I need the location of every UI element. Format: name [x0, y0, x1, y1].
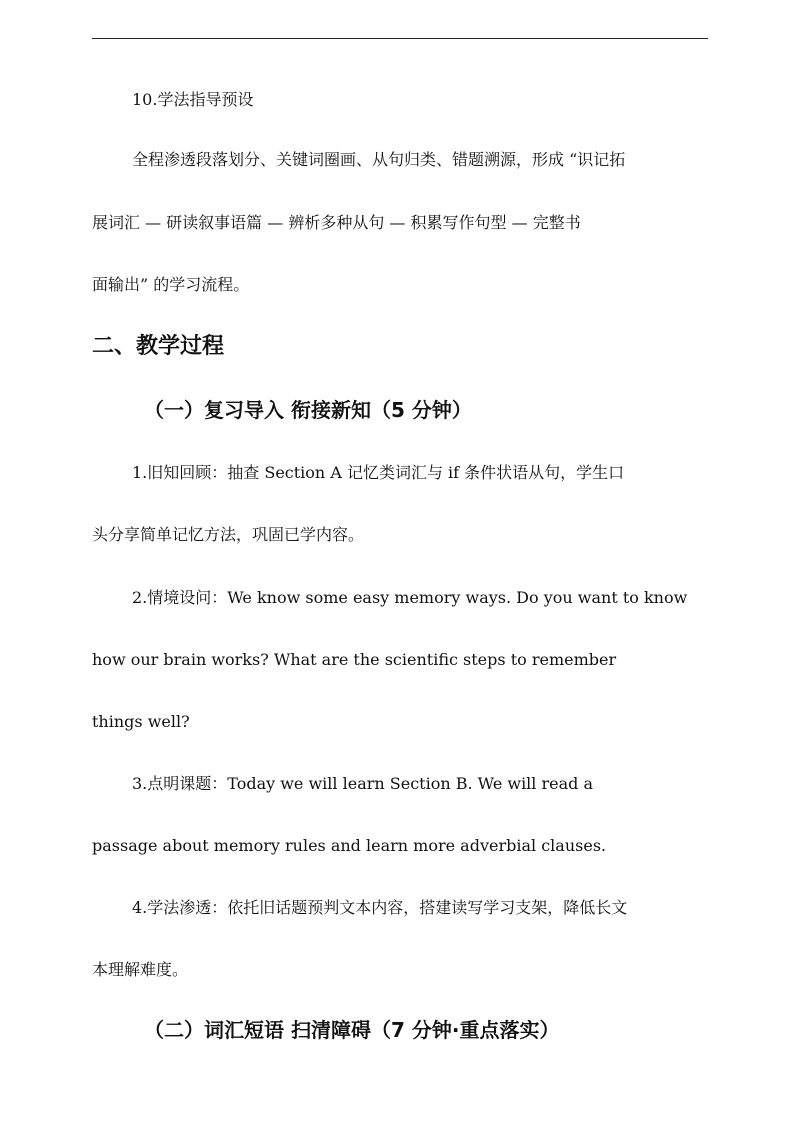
part1-heading: （一）复习导入 衔接新知（5 分钟）	[144, 398, 472, 422]
item10-title: 10.学法指导预设	[132, 90, 254, 109]
p2-line2: how our brain works? What are the scientific steps to remember	[92, 650, 617, 669]
item10-body-line3: 面输出” 的学习流程。	[92, 275, 250, 294]
p2-line3: things well?	[92, 712, 190, 731]
p3-line2: passage about memory rules and learn more adverbial clauses.	[92, 836, 607, 855]
p4-line2: 本理解难度。	[92, 960, 189, 979]
item10-body-line2: 展词汇 — 研读叙事语篇 — 辨析多种从句 — 积累写作句型 — 完整书	[92, 213, 581, 232]
part2-heading: （二）词汇短语 扫清障碍（7 分钟·重点落实）	[144, 1018, 560, 1042]
section-heading: 二、教学过程	[92, 334, 225, 359]
p3-line1: 3.点明课题：Today we will learn Section B. We will read a	[132, 774, 594, 793]
p1-line1: 1.旧知回顾：抽查 Section A 记忆类词汇与 if 条件状语从句，学生口	[132, 463, 625, 482]
item10-body-line1: 全程渗透段落划分、关键词圈画、从句归类、错题溯源，形成 “识记拓	[132, 150, 626, 169]
header-rule	[92, 38, 708, 39]
p2-line1: 2.情境设问：We know some easy memory ways. Do you want to know	[132, 588, 688, 607]
p4-line1: 4.学法渗透：依托旧话题预判文本内容，搭建读写学习支架，降低长文	[132, 898, 628, 917]
p1-line2: 头分享简单记忆方法，巩固已学内容。	[92, 525, 365, 544]
